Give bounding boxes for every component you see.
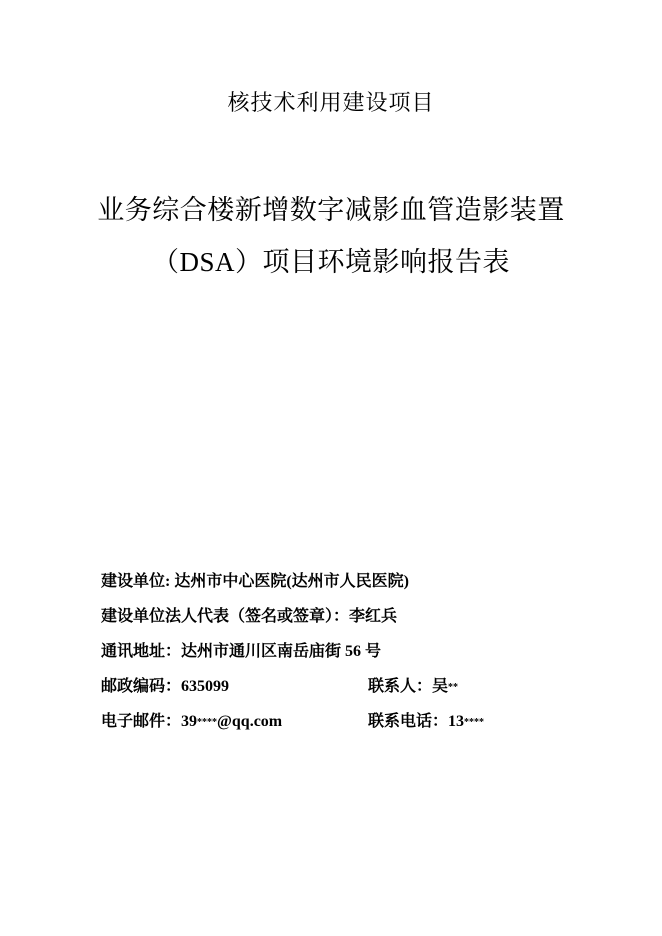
phone-mask: **** [464, 717, 485, 728]
report-title-text-1: 业务综合楼新增数字减影血管造影装置 [97, 195, 565, 226]
email-suffix: @qq.com [217, 713, 283, 730]
project-category-heading: 核技术利用建设项目 [227, 91, 435, 116]
postcode-value: 635099 [181, 678, 230, 695]
mailing-address-value: 达州市通川区南岳庙街 56 号 [181, 643, 382, 660]
contact-person-field [368, 675, 458, 700]
email-prefix: 39 [181, 713, 198, 730]
phone-label: 联系电话： [368, 713, 449, 730]
construction-unit-row [101, 570, 621, 605]
title-rest-text: ）项目环境影响报告表 [235, 247, 510, 278]
title-open-paren: （ [151, 247, 180, 278]
email-phone-row [101, 710, 621, 745]
mailing-address-label: 通讯地址： [101, 643, 182, 660]
legal-representative-value: 李红兵 [349, 608, 398, 625]
construction-unit-label: 建设单位: [101, 573, 175, 590]
report-title-line-2 [0, 243, 662, 282]
contact-person-value: 吴 [432, 678, 449, 695]
contact-person-label: 联系人： [368, 678, 433, 695]
postcode-label: 邮政编码： [101, 678, 182, 695]
mailing-address-row [101, 640, 621, 675]
applicant-info-block [101, 570, 621, 745]
phone-field [368, 710, 484, 735]
title-dsa-text: DSA [179, 247, 235, 277]
phone-prefix: 13 [448, 713, 465, 730]
postcode-contact-row [101, 675, 621, 710]
construction-unit-value: 达州市中心医院(达州市人民医院) [174, 573, 410, 590]
legal-representative-row [101, 605, 621, 640]
contact-person-mask: ** [448, 682, 459, 693]
legal-representative-label: 建设单位法人代表（签名或签章）： [101, 608, 350, 625]
email-mask: **** [197, 717, 218, 728]
report-title-line-1 [0, 192, 662, 230]
email-label: 电子邮件： [101, 713, 182, 730]
